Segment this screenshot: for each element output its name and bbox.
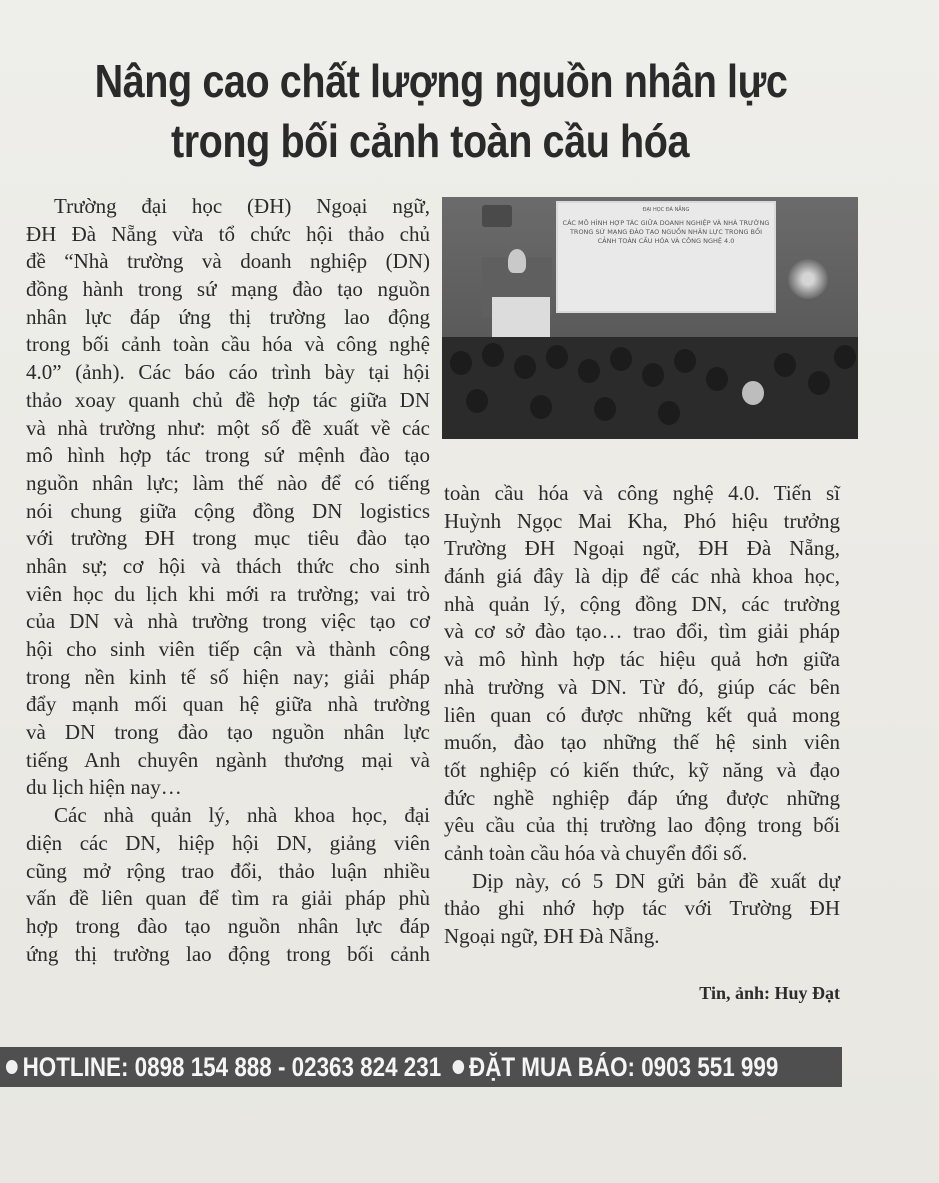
hotline-numbers: HOTLINE: 0898 154 888 - 02363 824 231 [22, 1052, 442, 1082]
paragraph-line: đẩy mạnh mối quan hệ giữa nhà trường [26, 692, 430, 717]
paragraph-line: Huỳnh Ngọc Mai Kha, Phó hiệu trưởng [444, 508, 840, 533]
audience-head [742, 381, 764, 405]
paragraph-line: tốt nghiệp có kiến thức, kỹ năng và đạo [444, 757, 840, 782]
paragraph-line: và cơ sở đào tạo… trao đổi, tìm giải pháp [444, 619, 840, 644]
bullet-icon [452, 1060, 464, 1074]
paragraph-line: nhà quản lý, cộng đồng DN, các trường [444, 591, 840, 616]
paragraph-line: và DN trong đào tạo nguồn nhân lực [26, 720, 430, 745]
paragraph-line: mô hình hợp tác trong sứ mệnh đào tạo [26, 443, 430, 468]
article-right-column [444, 480, 840, 951]
paragraph-line: nguồn nhân lực; làm thế nào để có tiếng [26, 470, 430, 495]
paragraph-line: Trường ĐH Ngoại ngữ, ĐH Đà Nẵng, [444, 536, 840, 561]
paragraph-line: yêu cầu của thị trường lao động trong bối [444, 813, 840, 838]
audience-head [658, 401, 680, 425]
paragraph-line: và mô hình hợp tác hiệu quả hơn giữa [444, 647, 840, 672]
audience-head [642, 363, 664, 387]
photo-flowers [788, 259, 828, 299]
paragraph-line: cũng mở rộng trao đổi, thảo luận nhiều [26, 858, 430, 883]
paragraph-line: du lịch hiện nay… [26, 775, 182, 800]
article-left-column [26, 193, 430, 968]
projector-screen [556, 201, 776, 313]
seminar-photo [442, 197, 858, 439]
paragraph-line: viên học du lịch khi mới ra trường; vai trò [26, 581, 430, 606]
paragraph-line: Các nhà quản lý, nhà khoa học, đại [54, 803, 430, 828]
audience-head [774, 353, 796, 377]
hotline-banner [0, 1047, 842, 1087]
audience-head [578, 359, 600, 383]
audience-head [514, 355, 536, 379]
screen-logo-text: ĐẠI HỌC ĐÀ NẴNG [642, 207, 690, 213]
byline: Tin, ảnh: Huy Đạt [699, 983, 840, 1003]
paragraph-line: liên quan có được những kết quả mong [444, 702, 840, 727]
audience-head [530, 395, 552, 419]
audience-head [594, 397, 616, 421]
paragraph-line: trong bối cảnh toàn cầu hóa và công nghệ [26, 332, 430, 357]
screen-title: CÁC MÔ HÌNH HỢP TÁC GIỮA DOANH NGHIỆP VÀ NHÀ TRƯỜNG TRONG SỨ MẠNG ĐÀO TẠO NGUỒN NHÂN LỰC TRONG BỐI CẢNH TOÀN CẦU HÓA VÀ CÔNG NGHỆ 4.0 [562, 219, 770, 245]
headline-line-2: trong bối cảnh toàn cầu hóa [170, 115, 690, 167]
paragraph-line: thảo xoay quanh chủ đề hợp tác giữa DN [26, 387, 430, 412]
paragraph-line: và nhà trường như: một số đề xuất về các [26, 415, 430, 440]
paragraph-line: muốn, đào tạo những thế hệ sinh viên [444, 730, 840, 755]
paragraph-line: nói chung giữa cộng đồng DN logistics [26, 498, 430, 523]
audience-head [706, 367, 728, 391]
paragraph-line: Dịp này, có 5 DN gửi bản đề xuất dự [472, 868, 840, 893]
paragraph-line: thảo ghi nhớ hợp tác với Trường ĐH [444, 896, 840, 921]
paragraph-line: nhà trường và DN. Từ đó, giúp các bên [444, 674, 840, 699]
audience-head [834, 345, 856, 369]
paragraph-line: 4.0” (ảnh). Các báo cáo trình bày tại hội [26, 360, 430, 385]
photo-flag [482, 205, 512, 227]
paragraph-line: nhân lực đáp ứng thị trường lao động [26, 304, 430, 329]
audience-head [482, 343, 504, 367]
paragraph-line: đề “Nhà trường và doanh nghiệp (DN) [26, 249, 430, 274]
audience-head [546, 345, 568, 369]
audience-head [610, 347, 632, 371]
audience-head [450, 351, 472, 375]
paragraph-line: hội cho sinh viên tiếp cận và thành công [26, 637, 430, 661]
audience-head [466, 389, 488, 413]
paragraph-line: đánh giá đây là dịp để các nhà khoa học, [444, 564, 840, 589]
paragraph-line: ĐH Đà Nẵng vừa tổ chức hội thảo chủ [26, 221, 430, 246]
paragraph-line: tiếng Anh chuyên ngành thương mại và [26, 747, 430, 772]
paragraph-line: đồng hành trong sứ mạng đào tạo nguồn [26, 277, 430, 302]
paragraph-line: Trường đại học (ĐH) Ngoại ngữ, [54, 194, 430, 218]
paragraph-line: nhân sự; cơ hội và thách thức cho sinh [26, 553, 430, 578]
paragraph-line: của DN và nhà trường trong việc tạo cơ [26, 609, 430, 634]
hotline-text [6, 1050, 778, 1084]
paragraph-line: hợp trong đào tạo nguồn nhân lực đáp [26, 913, 430, 938]
headline-line-1: Nâng cao chất lượng nguồn nhân lực [94, 55, 788, 107]
photo-bust [508, 249, 526, 273]
audience-head [674, 349, 696, 373]
subscribe-number: ĐẶT MUA BÁO: 0903 551 999 [469, 1052, 779, 1082]
paragraph-line: toàn cầu hóa và công nghệ 4.0. Tiến sĩ [444, 481, 840, 505]
bullet-icon [6, 1060, 18, 1074]
paragraph-line: vấn đề liên quan để tìm ra giải pháp phù [26, 886, 430, 911]
paragraph-line: đức nghề nghiệp đáp ứng được những [444, 785, 840, 810]
paragraph-line: ứng thị trường lao động trong bối cảnh [26, 941, 430, 966]
paragraph-line: cảnh toàn cầu hóa và chuyển đổi số. [444, 840, 748, 865]
paragraph-line: Ngoại ngữ, ĐH Đà Nẵng. [444, 924, 660, 948]
photo-podium [492, 297, 550, 337]
paragraph-line: diện các DN, hiệp hội DN, giảng viên [26, 830, 430, 855]
photo-audience [442, 337, 858, 439]
audience-head [808, 371, 830, 395]
paragraph-line: trong nền kinh tế số hiện nay; giải pháp [26, 664, 430, 689]
paragraph-line: với trường ĐH trong mục tiêu đào tạo [26, 526, 430, 551]
